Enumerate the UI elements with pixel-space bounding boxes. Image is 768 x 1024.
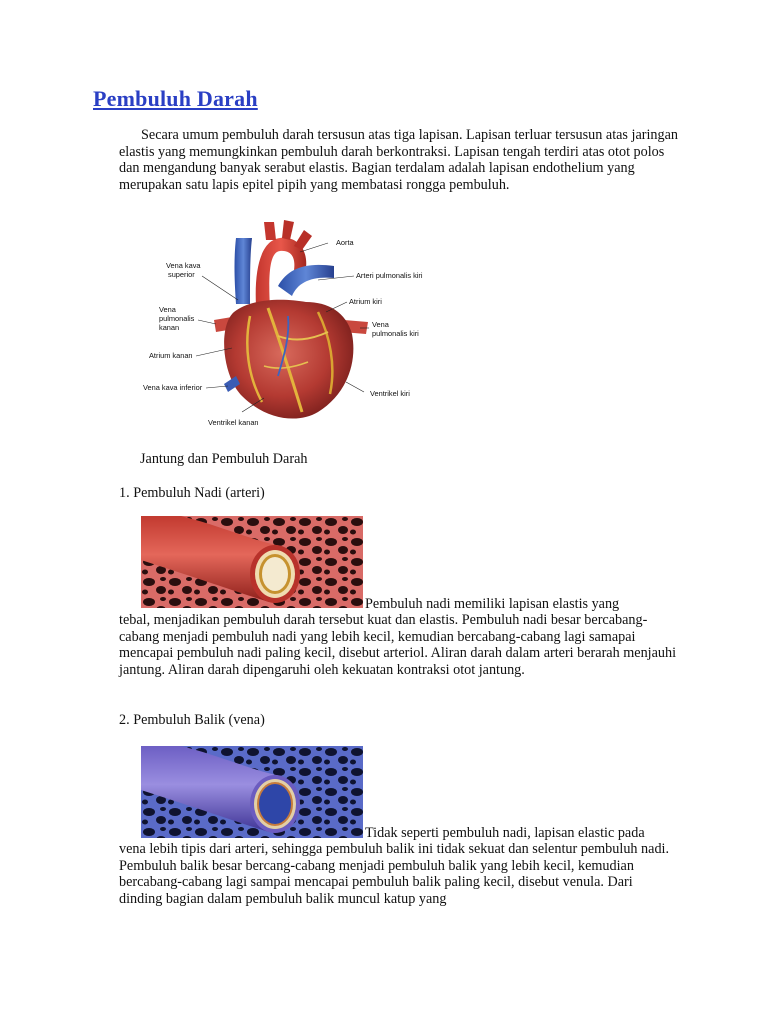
label-vena-pulmonalis-kanan-3: kanan — [159, 323, 180, 332]
label-vena-pulmonalis-kiri-2: pulmonalis kiri — [372, 329, 419, 338]
section-heading-arteri: 1. Pembuluh Nadi (arteri) — [119, 485, 265, 501]
vena-kava-superior-shape — [235, 238, 253, 304]
arteri-text-first-line: Pembuluh nadi memiliki lapisan elastis yang — [365, 596, 620, 612]
figure-caption: Jantung dan Pembuluh Darah — [140, 451, 308, 467]
label-aorta: Aorta — [336, 238, 354, 247]
label-ventrikel-kiri: Ventrikel kiri — [370, 389, 410, 398]
label-vena-pulmonalis-kanan-1: Vena — [159, 305, 176, 314]
label-atrium-kanan: Atrium kanan — [149, 351, 193, 360]
vein-illustration — [141, 746, 363, 838]
label-vena-pulmonalis-kiri-1: Vena — [372, 320, 389, 329]
vena-text: vena lebih tipis dari arteri, sehingga pembuluh balik ini tidak sekuat dan selentur pembuluh nadi. Pembuluh balik besar bercang-cabang menjadi pembuluh balik yang lebih kecil, kemudian bercabang-cabang lagi sampai mencapai pembuluh balik paling kecil, disebut venula. Dari dinding bagian dalam pembuluh balik muncul katup yang — [119, 841, 670, 907]
intro-paragraph: Secara umum pembuluh darah tersusun atas tiga lapisan. Lapisan terluar tersusun atas jaringan elastis yang memungkinkan pembuluh darah berkontraksi. Lapisan tengah terdiri atas otot polos dan mengandung banyak serabut elastis. Bagian terdalam adalah lapisan endothelium yang merupakan satu lapis epitel pipih yang membatasi rongga pembuluh. — [119, 127, 678, 193]
vena-text-first-line: Tidak seperti pembuluh nadi, lapisan elastic pada — [365, 825, 645, 841]
label-vena-kava-superior-2: superior — [168, 270, 195, 279]
label-arteri-pulmonalis-kiri: Arteri pulmonalis kiri — [356, 271, 423, 280]
label-vena-kava-superior-1: Vena kava — [166, 261, 201, 270]
label-ventrikel-kanan: Ventrikel kanan — [208, 418, 259, 427]
artery-illustration — [141, 516, 363, 608]
label-vena-pulmonalis-kanan-2: pulmonalis — [159, 314, 195, 323]
arteri-text: tebal, menjadikan pembuluh darah tersebut kuat dan elastis. Pembuluh nadi besar bercabang-cabang menjadi pembuluh nadi yang lebih kecil, kemudian bercabang-cabang lagi samapai mencapai pembuluh nadi paling kecil, disebut arteriol. Aliran darah dalam arteri berarah menjauhi jantung. Aliran darah dipengaruhi oleh kekuatan kontraksi otot jantung. — [119, 612, 677, 678]
page-title: Pembuluh Darah — [93, 86, 258, 111]
label-vena-kava-inferior: Vena kava inferior — [143, 383, 203, 392]
label-atrium-kiri: Atrium kiri — [349, 297, 382, 306]
heart-diagram — [138, 216, 438, 436]
section-heading-vena: 2. Pembuluh Balik (vena) — [119, 712, 265, 728]
